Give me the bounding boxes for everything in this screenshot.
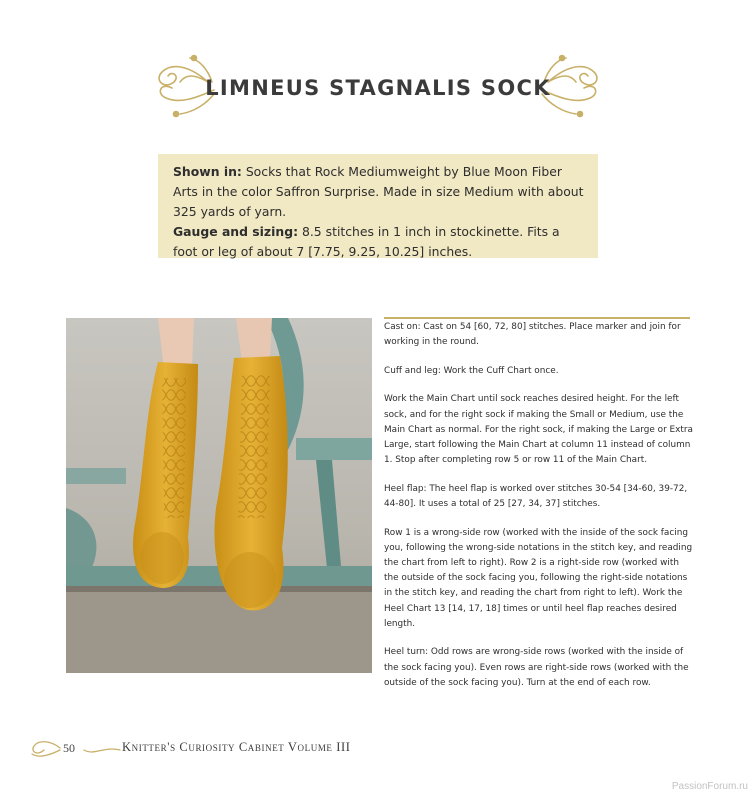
page-title: LIMNEUS STAGNALIS SOCK xyxy=(205,76,551,100)
gauge-line xyxy=(173,222,584,262)
watermark: PassionForum.ru xyxy=(671,781,748,792)
gauge-text: 8.5 stitches in 1 inch in stockinette. Fits a foot or leg of about 7 [7.75, 9.25, 10.25] inches. xyxy=(173,224,560,259)
page-footer xyxy=(28,736,351,760)
title-banner xyxy=(150,52,606,124)
paragraph-heel-flap: Heel flap: The heel flap is worked over stitches 30-54 [34-60, 39-72, 44-80]. It uses a total of 25 [27, 34, 37] stitches. xyxy=(384,483,688,509)
footer-flourish-ornament xyxy=(28,736,128,760)
book-title: Knitter's Curiosity Cabinet Volume III xyxy=(122,740,351,754)
sock-photo xyxy=(66,318,372,673)
sock-photo-illustration xyxy=(66,318,372,673)
page-number: 50 xyxy=(63,741,75,755)
section-divider xyxy=(384,317,690,319)
paragraph-heel-turn: Heel turn: Odd rows are wrong-side rows (worked with the inside of the sock facing you). Even rows are right-side rows (worked with the outside of the sock facing you). Turn at the end of each row. xyxy=(384,647,689,688)
paragraph-cuff-and-leg: Cuff and leg: Work the Cuff Chart once. xyxy=(384,365,559,376)
gauge-label: Gauge and sizing: xyxy=(173,224,299,239)
yarn-info-box xyxy=(158,154,598,258)
paragraph-cast-on: Cast on: Cast on 54 [60, 72, 80] stitches. Place marker and join for working in the round. xyxy=(384,322,681,348)
paragraph-heel-rows: Row 1 is a wrong-side row (worked with the inside of the sock facing you, following the wrong-side notations in the stitch key, and reading the chart from left to right). Row 2 is a right-side row (worked with the outside of the sock facing you, following the right-side notations in the stitch key, and reading the chart from right to left). Work the Heel Chart 13 [14, 17, 18] times or until heel flap reaches desired length. xyxy=(384,527,693,629)
shown-in-text: Socks that Rock Mediumweight by Blue Moon Fiber Arts in the color Saffron Surprise. Made in size Medium with about 325 yards of yarn. xyxy=(173,164,584,219)
shown-in-label: Shown in: xyxy=(173,164,242,179)
shown-in-line xyxy=(173,162,584,222)
paragraph-main-chart: Work the Main Chart until sock reaches desired height. For the left sock, and for the right sock if making the Small or Medium, use the Main Chart as normal. For the right sock, if making the Large or Extra Large, start following the Main Chart at column 11 instead of column 1. Stop after completing row 5 or row 11 of the Main Chart. xyxy=(384,394,693,466)
pattern-instructions xyxy=(384,320,694,704)
